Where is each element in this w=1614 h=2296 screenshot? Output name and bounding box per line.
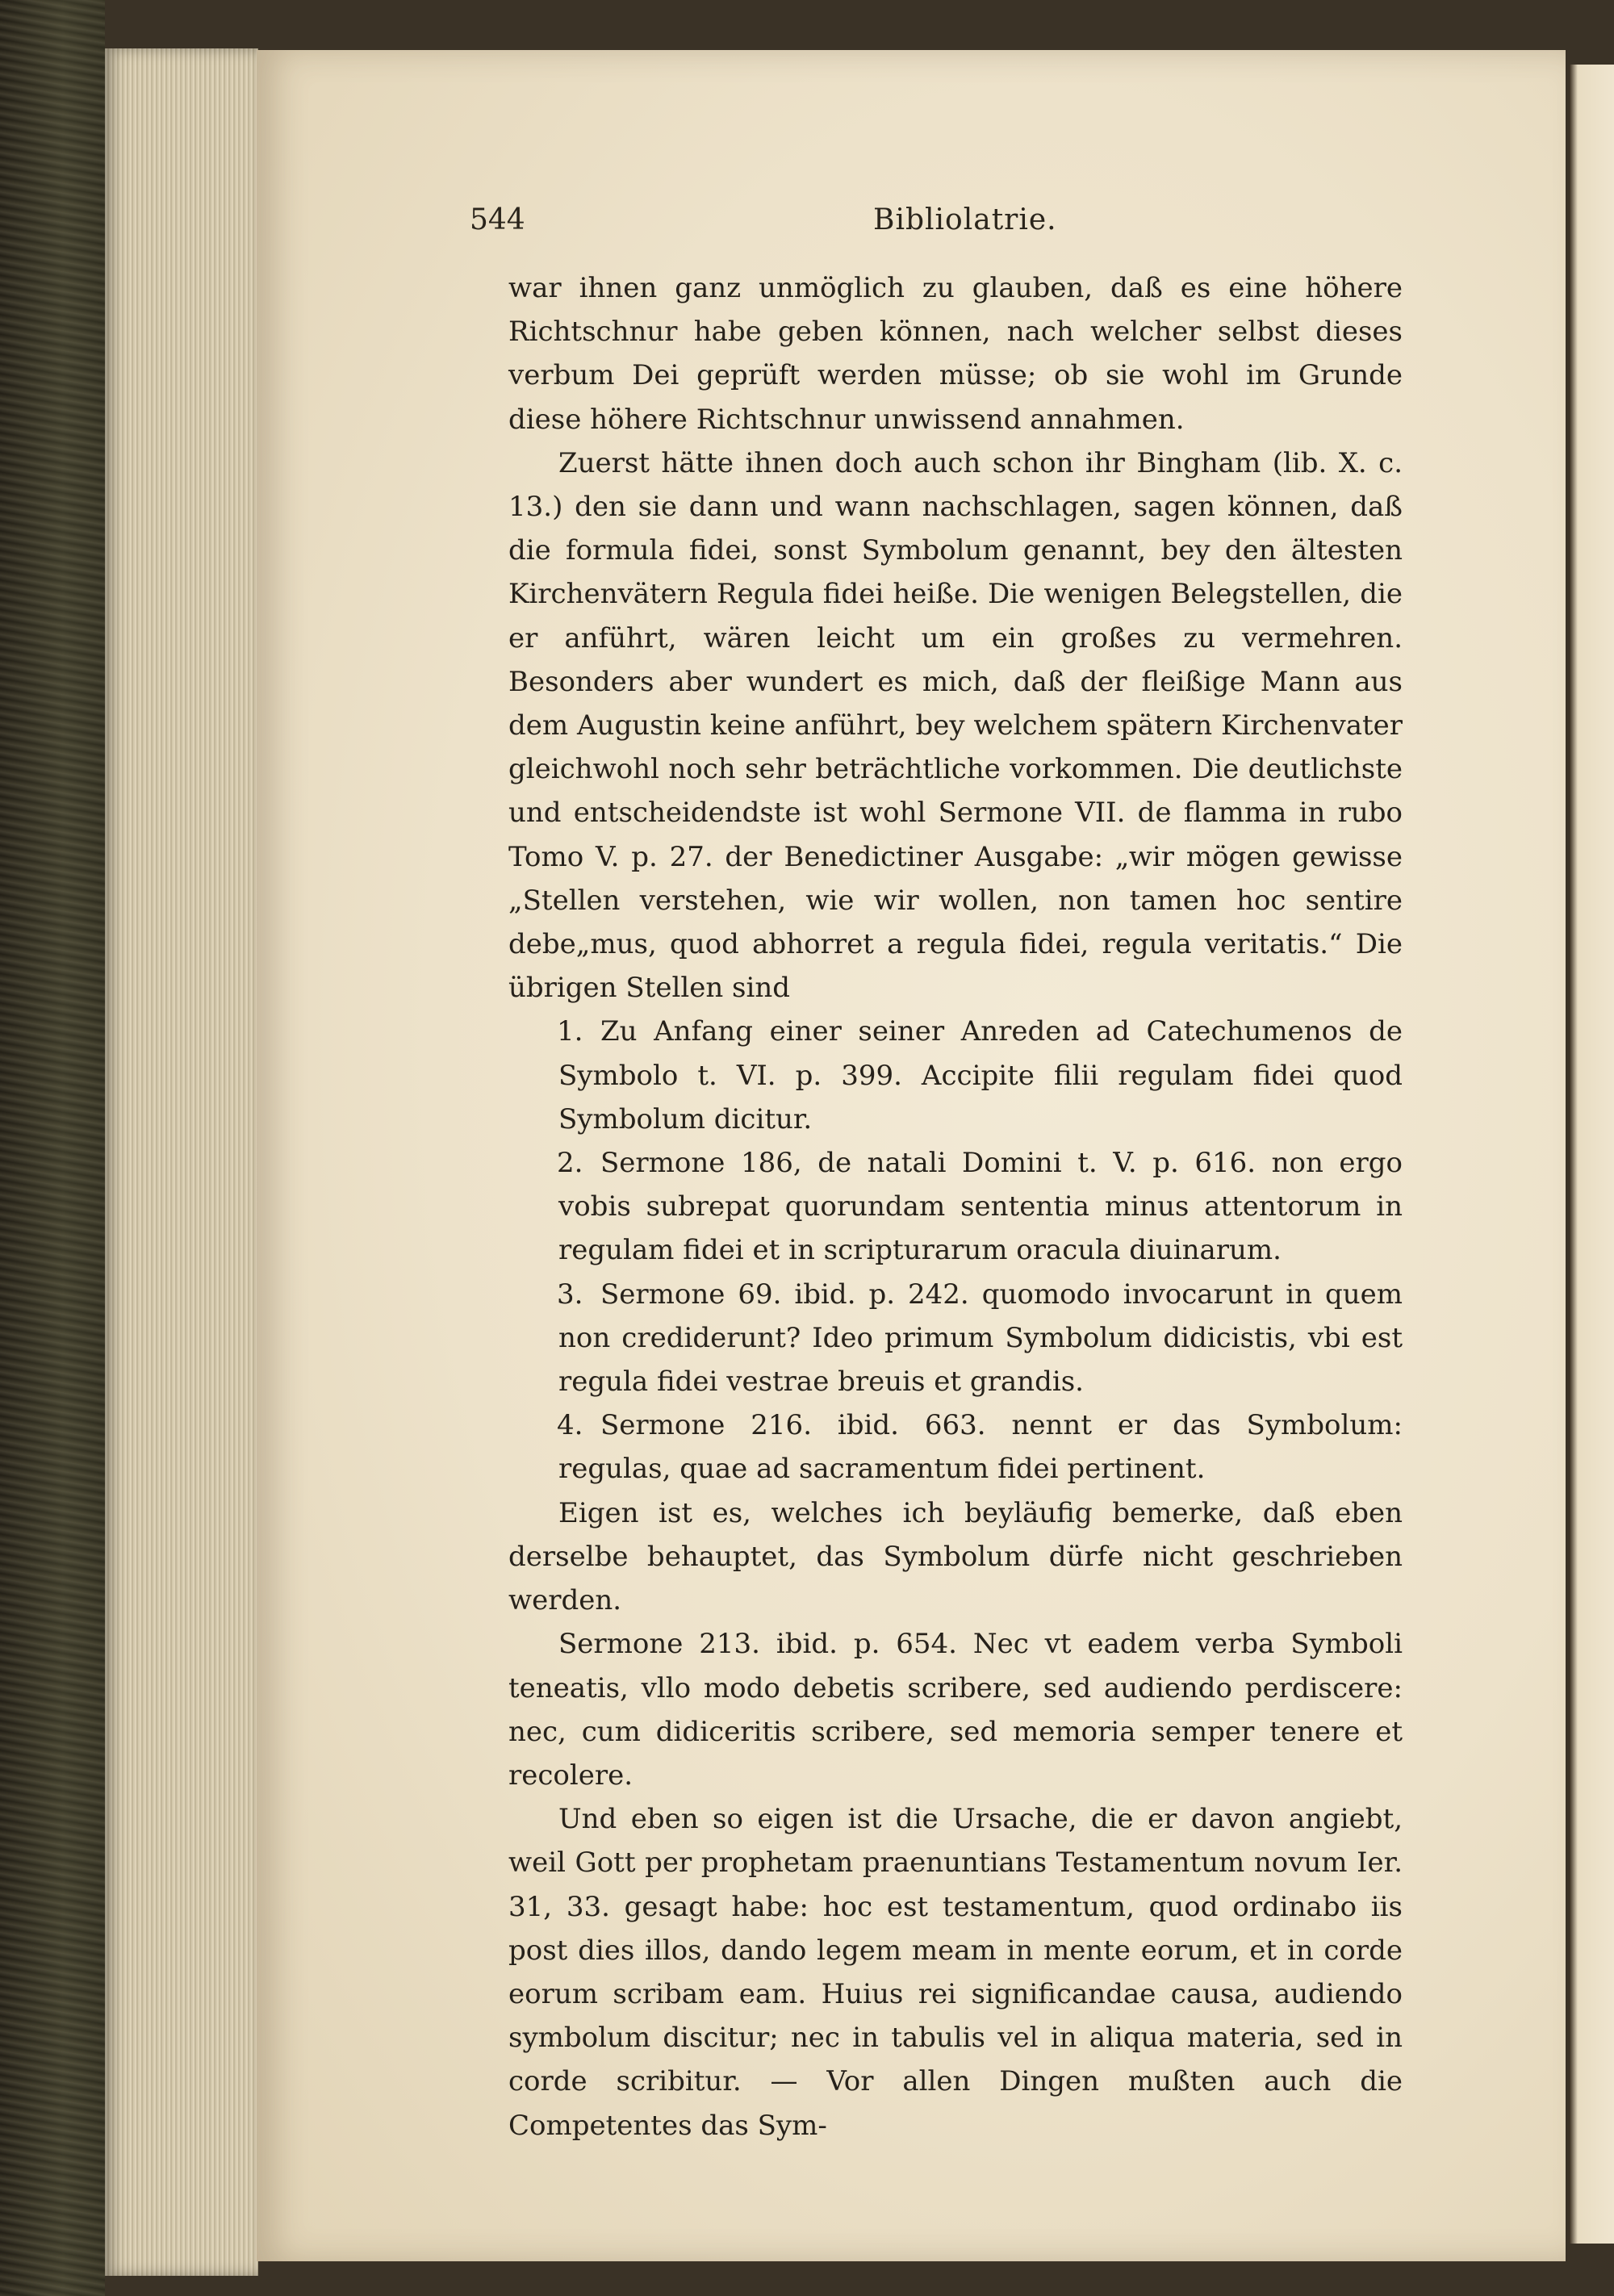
page-header	[470, 203, 1406, 252]
next-page-edge	[1570, 65, 1614, 2244]
list-item	[508, 1403, 1403, 1491]
list-item-number: 2.	[557, 1147, 583, 1180]
paragraph-5: Und eben so eigen ist die Ursache, die er davon angiebt, weil Gott per prophetam praenuntians Testamentum novum Ier. 31, 33. gesagt habe: hoc est testamentum, quod ordinabo iis post dies illos, dando legem meam in mente eorum, et in corde eorum scribam eam. Huius rei significandae causa, audiendo symbolum discitur; nec in tabulis vel in aliqua materia, sed in corde scribitur. — Vor allen Dingen mußten auch die Competentes das Sym-	[508, 1803, 1403, 2142]
paragraph-3: Eigen ist es, welches ich beyläufig bemerke, daß eben derselbe behauptet, das Symbolum dürfe nicht geschrieben werden.	[508, 1496, 1403, 1617]
list-item-number: 3.	[557, 1278, 583, 1311]
list-item-text: Sermone 69. ibid. p. 242. quomodo invocarunt in quem non crediderunt? Ideo primum Symbolum didicistis, vbi est regula fidei vestrae breuis et grandis.	[558, 1278, 1403, 1399]
page-body	[508, 266, 1403, 2148]
running-title: Bibliolatrie.	[873, 203, 1057, 236]
list-item-text: Sermone 216. ibid. 663. nennt er das Symbolum: regulas, quae ad sacramentum fidei pertinent.	[558, 1409, 1403, 1486]
list-item	[508, 1010, 1403, 1141]
paragraph-1: war ihnen ganz unmöglich zu glauben, daß es eine höhere Richtschnur habe geben können, nach welcher selbst dieses verbum Dei geprüft werden müsse; ob sie wohl im Grunde diese höhere Richtschnur unwissend annahmen.	[508, 272, 1403, 436]
list-item-text: Sermone 186, de natali Domini t. V. p. 616. non ergo vobis subrepat quorundam sententia minus attentorum in regulam fidei et in scripturarum oracula diuinarum.	[558, 1147, 1403, 1267]
list-item	[508, 1141, 1403, 1273]
paragraph-4: Sermone 213. ibid. p. 654. Nec vt eadem verba Symboli teneatis, vllo modo debetis scribere, sed audiendo perdiscere: nec, cum didiceritis scribere, sed memoria semper tenere et recolere.	[508, 1628, 1403, 1792]
book-spine	[0, 0, 105, 2296]
list-item	[508, 1273, 1403, 1404]
page-number: 544	[470, 203, 525, 236]
page-edges	[105, 48, 258, 2276]
list-item-text: Zu Anfang einer seiner Anreden ad Catechumenos de Symbolo t. VI. p. 399. Accipite filii regulam fidei quod Symbolum dicitur.	[558, 1015, 1403, 1135]
paragraph-2: Zuerst hätte ihnen doch auch schon ihr Bingham (lib. X. c. 13.) den sie dann und wann nachschlagen, sagen können, daß die formula fidei, sonst Symbolum genannt, bey den ältesten Kirchenvätern Regula fidei heiße. Die wenigen Belegstellen, die er anführt, wären leicht um ein großes zu vermehren. Besonders aber wundert es mich, daß der fleißige Mann aus dem Augustin keine anführt, bey welchem spätern Kirchenvater gleichwohl noch sehr beträchtliche vorkommen. Die deutlichste und entscheidendste ist wohl Sermone VII. de flamma in rubo Tomo V. p. 27. der Benedictiner Ausgabe: „wir mögen gewisse „Stellen verstehen, wie wir wollen, non tamen hoc sentire debe„mus, quod abhorret a regula fidei, regula veritatis.“ Die übrigen Stellen sind	[508, 446, 1403, 1005]
list-item-number: 4.	[557, 1409, 583, 1442]
citation-list	[508, 1010, 1403, 1491]
list-item-number: 1.	[557, 1015, 583, 1048]
